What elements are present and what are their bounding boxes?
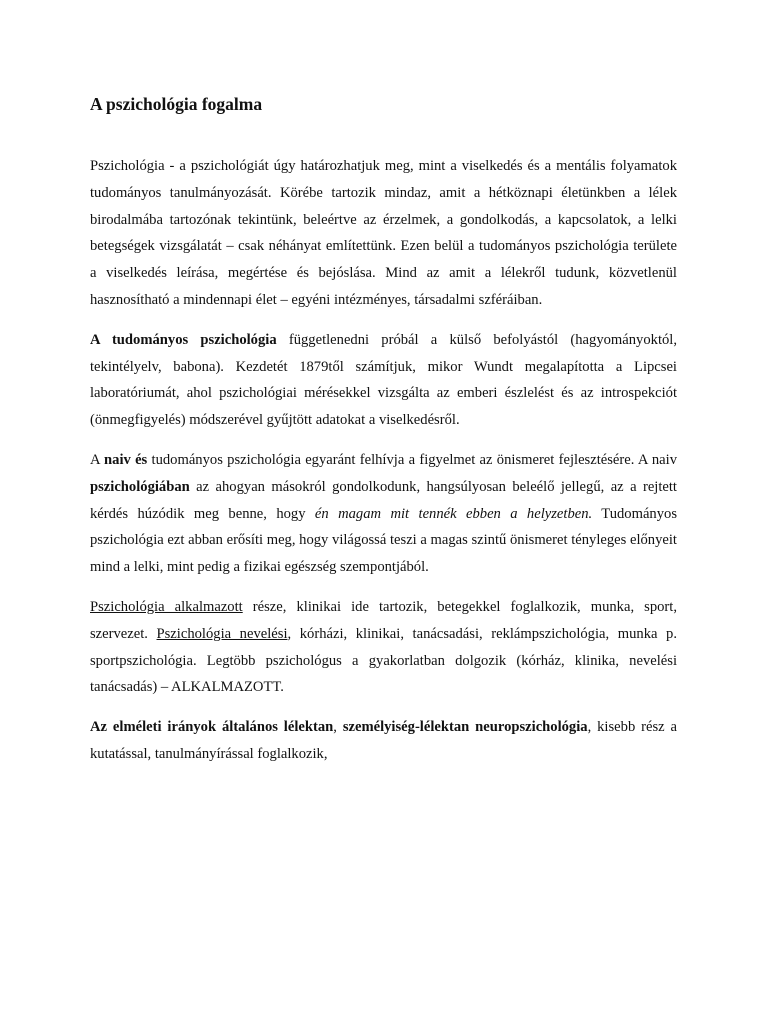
underlined-term: Pszichológia alkalmazott xyxy=(90,598,243,615)
paragraph-text: függetlenedni próbál a külső befolyástól (hagyományoktól, tekintélyelv, babona). Kezdetét 1879től számítjuk, mikor Wundt megalapította a Lipcsei laboratóriumát, ahol pszichológiai mérésekkel vizsgálta az emberi észlelést és az introspekciót (önmegfigyelés) módszerével gyűjtött adatokat a viselkedésről. xyxy=(90,331,677,429)
bold-term: pszichológiában xyxy=(90,478,190,495)
bold-term: A tudományos pszichológia xyxy=(90,331,277,348)
paragraph-text: Pszichológia - a pszichológiát úgy határozhatjuk meg, mint a viselkedés és a mentális folyamatok tudományos tanulmányozását. Körébe tartozik mindaz, amit a hétköznapi életünkben a lélek birodalmába tartozónak tekintünk, beleértve az érzelmek, a gondolkodás, a kapcsolatok, a lelki betegségek vizsgálatát – csak néhányat említettünk. Ezen belül a tudományos pszichológia területe a viselkedés leírása, megértése és bejóslása. Mind az amit a lélekről tudunk, közvetlenül hasznosítható a mindennapi élet – egyéni intézményes, társadalmi szféráiban. xyxy=(90,158,677,308)
document-page xyxy=(90,92,677,768)
page-title: A pszichológia fogalma xyxy=(90,94,263,114)
paragraph-text: , kórházi, klinikai, tanácsadási, reklámpszichológia, munka p. sportpszichológia. Legtöbb pszichológus a gyakorlatban dolgozik (kórház, klinika, nevelési tanácsadás) – ALKALMAZOTT. xyxy=(90,625,677,696)
paragraph-text: , kisebb rész a kutatással, tanulmányírással foglalkozik, xyxy=(90,719,677,762)
paragraph-text: Tudományos pszichológia ezt abban erősíti meg, hogy világossá teszi a magas szintű önismeret tényleges előnyeit mind a lelki, mint pedig a fizikai egészség szempontjából. xyxy=(90,505,677,576)
paragraph-applied-psychology xyxy=(90,594,677,701)
paragraph-text: , xyxy=(333,719,343,736)
paragraph-theoretical-directions xyxy=(90,714,677,768)
italic-phrase: én magam mit tennék ebben a helyzetben. xyxy=(314,505,593,522)
bold-term: személyiség-lélektan neuropszichológia xyxy=(342,719,588,736)
bold-term: naiv és xyxy=(104,451,148,468)
paragraph-naive-psychology xyxy=(90,447,677,581)
underlined-term: Pszichológia nevelési xyxy=(156,625,288,642)
paragraph-text: az ahogyan másokról gondolkodunk, hangsúlyosan beleélő jellegű, az a rejtett kérdés húzódik meg benne, hogy xyxy=(90,478,677,522)
bold-term: Az elméleti irányok általános lélektan xyxy=(90,719,334,736)
paragraph-text: A xyxy=(90,451,105,468)
paragraph-text: része, klinikai ide tartozik, betegekkel foglalkozik, munka, sport, szervezet. xyxy=(90,598,677,642)
paragraph-text: tudományos pszichológia egyaránt felhívja a figyelmet az önismeret fejlesztésére. A naiv xyxy=(147,451,678,468)
paragraph-definition xyxy=(90,153,677,314)
paragraph-scientific-psychology xyxy=(90,327,677,434)
